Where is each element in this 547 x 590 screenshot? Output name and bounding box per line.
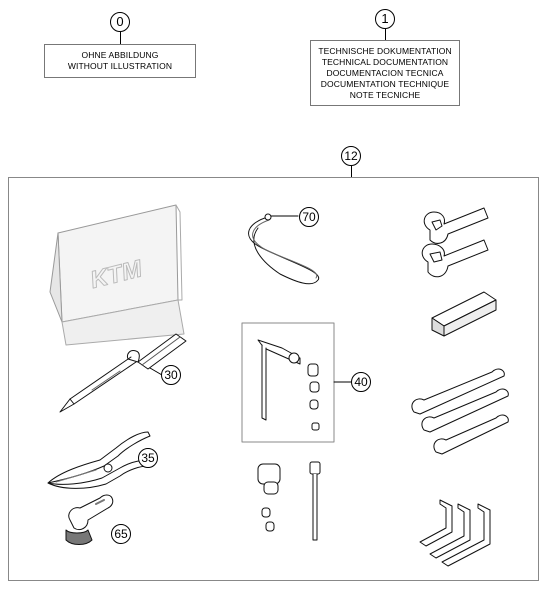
label-line: TECHNICAL DOCUMENTATION [321,57,449,67]
ring-spanner-icon [424,208,488,243]
box-spanner-icon [432,292,496,336]
ring-spanner-icon [422,240,488,277]
label-line: DOCUMENTACION TECNICA [326,68,444,78]
hex-key-icon [420,500,490,566]
callout-12: 12 [341,146,361,166]
pouch-logo: KTM [87,255,145,295]
callout-1: 1 [375,9,395,29]
open-end-spanner-icon [412,369,508,454]
socket-icon [258,464,280,531]
callout-30: 30 [161,365,181,385]
label-line: WITHOUT ILLUSTRATION [67,61,173,71]
callout-40: 40 [351,372,371,392]
label-line: OHNE ABBILDUNG [81,50,159,60]
callout-70: 70 [299,207,319,227]
callout-35: 35 [138,448,158,468]
label-line: NOTE TECNICHE [349,90,421,100]
tool-pouch-icon [50,205,184,345]
callout-65: 65 [111,524,131,544]
hex-key-set-icon [258,340,319,430]
label-line: DOCUMENTATION TECHNIQUE [320,79,450,89]
hook-spanner-icon [66,495,113,545]
t-handle-icon [310,462,320,540]
callout-0: 0 [110,12,130,32]
pliers-icon [48,432,150,488]
label-line: TECHNISCHE DOKUMENTATION [318,46,452,56]
hex-key-set-box [242,323,334,442]
